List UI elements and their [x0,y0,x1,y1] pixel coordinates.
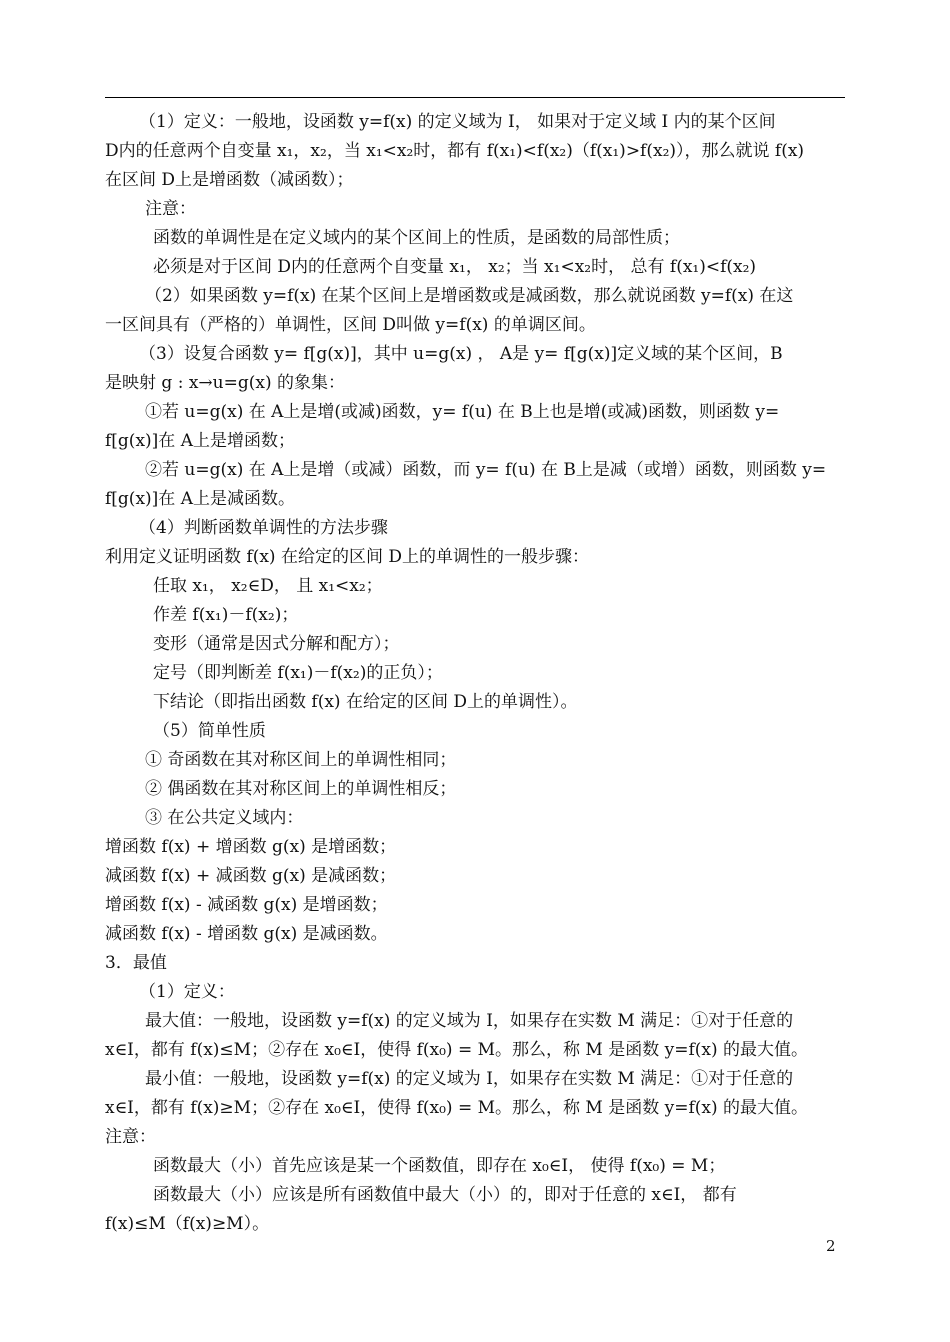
text-line: 变形（通常是因式分解和配方）； [153,634,400,654]
text-line: 3．最值 [105,953,167,973]
page-body [105,108,845,1239]
text-line: （2）如果函数 y=f(x) 在某个区间上是增函数或是减函数，那么就说函数 y=f(x) 在这 [145,286,794,306]
text-line: ②若 u=g(x) 在 A上是增（或减）函数，而 y= f(u) 在 B上是减（或增）函数，则函数 y= [145,460,827,480]
text-line: 减函数 f(x) + 减函数 g(x) 是减函数； [105,866,397,886]
text-line: 最大值：一般地，设函数 y=f(x) 的定义域为 I，如果存在实数 M 满足：①对于任意的 [145,1011,794,1031]
text-line: 增函数 f(x) + 增函数 g(x) 是增函数； [105,837,397,857]
text-line: D内的任意两个自变量 x₁，x₂，当 x₁<x₂时，都有 f(x₁)<f(x₂)（f(x₁)>f(x₂)），那么就说 f(x) [105,141,805,161]
header-rule [105,97,845,98]
text-line: ① 奇函数在其对称区间上的单调性相同； [145,750,457,770]
text-line: 注意： [105,1127,156,1147]
text-line: 定号（即判断差 f(x₁)－f(x₂)的正负）； [153,663,443,683]
text-line: 函数最大（小）首先应该是某一个函数值，即存在 x₀∈I， 使得 f(x₀) = M； [153,1156,726,1176]
text-line: 利用定义证明函数 f(x) 在给定的区间 D上的单调性的一般步骤： [105,547,589,567]
text-line: （3）设复合函数 y= f[g(x)]，其中 u=g(x) ， A是 y= f[g(x)]定义域的某个区间，B [139,344,783,364]
text-line: ①若 u=g(x) 在 A上是增(或减)函数，y= f(u) 在 B上也是增(或减)函数，则函数 y= [145,402,780,422]
text-line: 减函数 f(x) - 增函数 g(x) 是减函数。 [105,924,388,944]
text-line: 下结论（即指出函数 f(x) 在给定的区间 D上的单调性）。 [153,692,578,712]
text-line: 函数的单调性是在定义域内的某个区间上的性质，是函数的局部性质； [153,228,680,248]
text-line: （1）定义：一般地，设函数 y=f(x) 的定义域为 I， 如果对于定义域 I 内的某个区间 [139,112,776,132]
text-line: 增函数 f(x) - 减函数 g(x) 是增函数； [105,895,388,915]
text-line: （4）判断函数单调性的方法步骤 [139,518,388,538]
text-line: 任取 x₁， x₂∈D， 且 x₁<x₂； [153,576,383,596]
text-line: x∈I，都有 f(x)≤M；②存在 x₀∈I，使得 f(x₀) = M。那么，称 M 是函数 y=f(x) 的最大值。 [105,1040,809,1060]
text-line: 注意： [145,199,196,219]
text-line: （5）简单性质 [153,721,266,741]
text-line: 作差 f(x₁)－f(x₂)； [153,605,299,625]
text-line: 一区间具有（严格的）单调性，区间 D叫做 y=f(x) 的单调区间。 [105,315,596,335]
text-line: ③ 在公共定义域内： [145,808,304,828]
text-line: f[g(x)]在 A上是减函数。 [105,489,295,509]
text-line: 最小值：一般地，设函数 y=f(x) 的定义域为 I，如果存在实数 M 满足：①对于任意的 [145,1069,794,1089]
text-line: （1）定义： [139,982,235,1002]
text-line: 在区间 D上是增函数（减函数）； [105,170,354,190]
text-line: x∈I，都有 f(x)≥M；②存在 x₀∈I，使得 f(x₀) = M。那么，称 M 是函数 y=f(x) 的最大值。 [105,1098,809,1118]
text-line: f(x)≤M（f(x)≥M）。 [105,1214,270,1234]
page-number: 2 [826,1237,836,1255]
text-line: ② 偶函数在其对称区间上的单调性相反； [145,779,457,799]
text-line: 函数最大（小）应该是所有函数值中最大（小）的，即对于任意的 x∈I， 都有 [153,1185,737,1205]
text-line: f[g(x)]在 A上是增函数； [105,431,295,451]
text-line: 必须是对于区间 D内的任意两个自变量 x₁， x₂；当 x₁<x₂时， 总有 f(x₁)<f(x₂) [153,257,757,277]
text-line: 是映射 g : x→u=g(x) 的象集： [105,373,345,393]
